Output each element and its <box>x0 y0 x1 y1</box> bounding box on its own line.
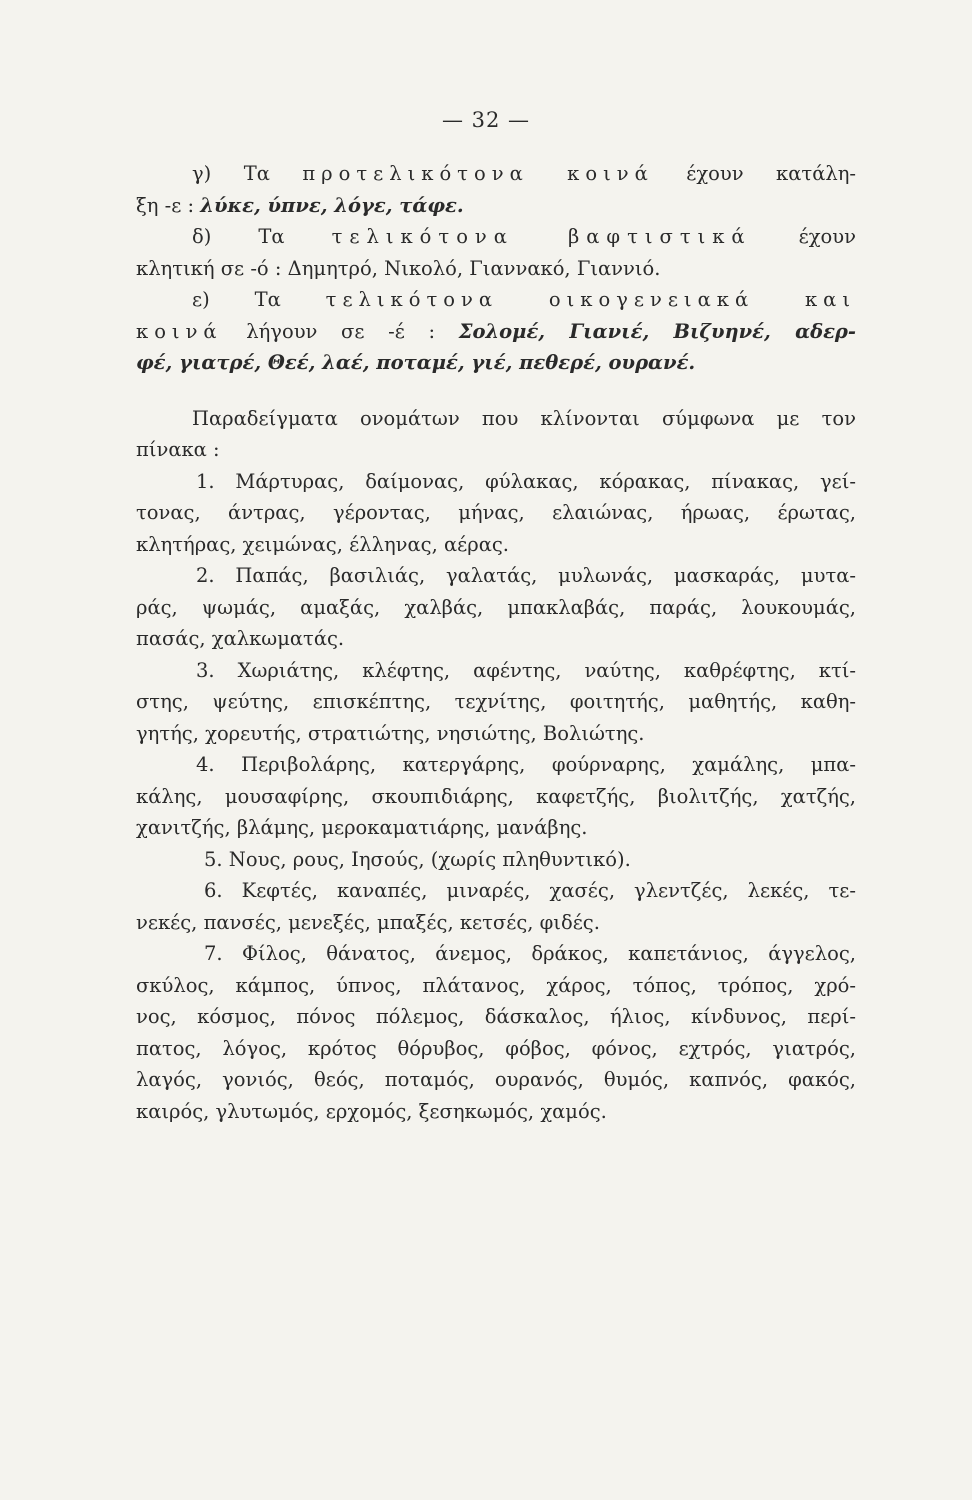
intro-line-1: Παραδείγματα ονομάτων που κλίνονται σύμφωνα με τον <box>192 406 856 430</box>
section-e-prefix: ε) Τα <box>192 288 326 311</box>
example-5 <box>136 844 856 876</box>
section-d-spaced-term: τελικότονα βαφτιστικά <box>331 225 752 248</box>
section-e-line-3 <box>136 347 856 379</box>
section-e-spaced-term: τελικότονα οικογενειακά και <box>325 288 856 311</box>
section-g-line-1 <box>136 158 856 190</box>
section-e-line-1 <box>136 284 856 316</box>
example-line: 3. Χωριάτης, κλέφτης, αφέντης, ναύτης, καθρέφτης, κτί- <box>196 658 856 682</box>
example-line: χανιτζής, βλάμης, μεροκαματιάρης, μανάβης. <box>136 816 588 839</box>
example-1 <box>136 466 856 561</box>
section-d-line-2: κλητική σε -ό : Δημητρό, Νικολό, Γιαννακό, Γιαννιό. <box>136 256 661 280</box>
example-line: νος, κόσμος, πόνος πόλεμος, δάσκαλος, ήλιος, κίνδυνος, περί- <box>136 1005 856 1028</box>
section-g-prefix: γ) Τα <box>192 162 303 185</box>
example-line: 5. Νους, ρους, Ιησούς, (χωρίς πληθυντικό). <box>204 847 631 871</box>
page-text <box>136 158 856 1127</box>
section-g-line-2 <box>136 190 856 222</box>
section-d-line-1 <box>136 221 856 253</box>
example-6 <box>136 875 856 938</box>
section-e-ending: λήγουν σε -έ : <box>222 319 459 343</box>
example-line: τονας, άντρας, γέροντας, μήνας, ελαιώνας, ήρωας, έρωτας, <box>136 501 856 524</box>
example-line: κλητήρας, χειμώνας, έλληνας, αέρας. <box>136 532 509 556</box>
section-e-spaced-term-2: κοινά <box>136 319 223 343</box>
section-g-ending: ξη -ε : <box>136 193 201 217</box>
example-line: ράς, ψωμάς, αμαξάς, χαλβάς, μπακλαβάς, παράς, λουκουμάς, <box>136 595 856 619</box>
section-d-prefix: δ) Τα <box>192 225 332 248</box>
example-line: λαγός, γονιός, θεός, ποταμός, ουρανός, θυμός, καπνός, φακός, <box>136 1068 856 1091</box>
section-g-spaced-term: προτελικότονα κοινά <box>302 162 654 185</box>
page-number: — 32 — <box>441 108 531 132</box>
example-line: 1. Μάρτυρας, δαίμονας, φύλακας, κόρακας, πίνακας, γεί- <box>196 469 856 493</box>
section-d-suffix: έχουν <box>751 225 856 248</box>
section-e-line-2 <box>136 316 856 348</box>
intro-line-2: πίνακα : <box>136 438 220 461</box>
example-7 <box>136 938 856 1127</box>
section-e-examples-2: φέ, γιατρέ, Θεέ, λαέ, ποταμέ, γιέ, πεθερέ, ουρανέ. <box>136 351 696 374</box>
example-line: γητής, χορευτής, στρατιώτης, νησιώτης, Βολιώτης. <box>136 721 645 745</box>
section-g-suffix: έχουν κατάλη- <box>653 162 856 185</box>
example-line: κάλης, μουσαφίρης, σκουπιδιάρης, καφετζής, βιολιτζής, χατζής, <box>136 784 856 808</box>
example-line: 2. Παπάς, βασιλιάς, γαλατάς, μυλωνάς, μασκαράς, μυτα- <box>196 564 856 587</box>
example-line: 6. Κεφτές, καναπές, μιναρές, χασές, γλεντζές, λεκές, τε- <box>204 879 856 902</box>
example-line: 7. Φίλος, θάνατος, άνεμος, δράκος, καπετάνιος, άγγελος, <box>204 942 856 965</box>
example-line: 4. Περιβολάρης, κατεργάρης, φούρναρης, χαμάλης, μπα- <box>196 753 856 776</box>
example-4 <box>136 749 856 844</box>
example-line: καιρός, γλυτωμός, ερχομός, ξεσηκωμός, χαμός. <box>136 1099 607 1123</box>
section-g-examples: λύκε, ύπνε, λόγε, τάφε. <box>200 193 464 217</box>
example-2 <box>136 560 856 655</box>
section-e-examples: Σολομέ, Γιανιέ, Βιζυηνέ, αδερ- <box>458 319 856 343</box>
example-line: πατος, λόγος, κρότος θόρυβος, φόβος, φόνος, εχτρός, γιατρός, <box>136 1036 856 1060</box>
example-line: στης, ψεύτης, επισκέπτης, τεχνίτης, φοιτητής, μαθητής, καθη- <box>136 690 856 713</box>
example-line: πασάς, χαλκωματάς. <box>136 627 345 650</box>
example-line: νεκές, πανσές, μενεξές, μπαξές, κετσές, φιδές. <box>136 910 600 934</box>
example-3 <box>136 655 856 750</box>
example-line: σκύλος, κάμπος, ύπνος, πλάτανος, χάρος, τόπος, τρόπος, χρό- <box>136 973 856 997</box>
